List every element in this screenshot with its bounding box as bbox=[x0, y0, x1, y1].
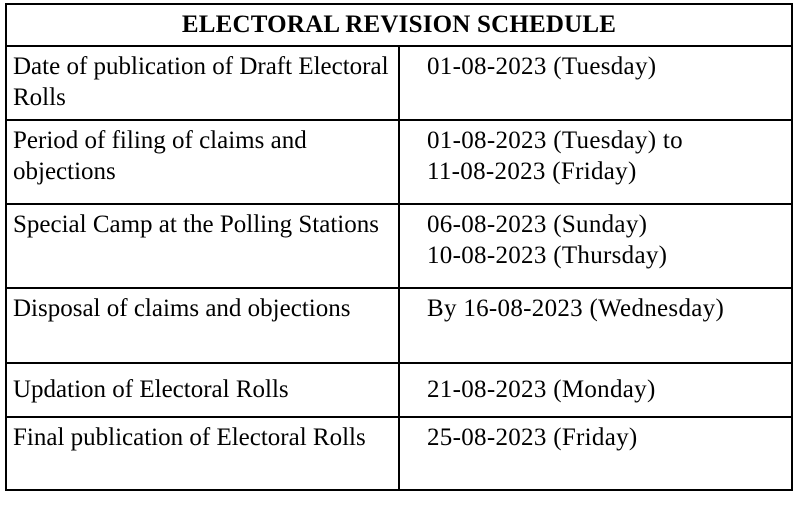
schedule-item-date bbox=[399, 417, 792, 490]
table-title: ELECTORAL REVISION SCHEDULE bbox=[6, 4, 792, 46]
schedule-item-label: Date of publication of Draft Electoral Rolls bbox=[6, 46, 399, 120]
table-row bbox=[6, 46, 792, 120]
schedule-item-date bbox=[399, 46, 792, 120]
table-row bbox=[6, 288, 792, 363]
date-line: 01-08-2023 (Tuesday) to bbox=[427, 127, 683, 154]
date-line: 06-08-2023 (Sunday) bbox=[427, 211, 648, 238]
date-line: By 16-08-2023 (Wednesday) bbox=[427, 295, 725, 322]
table-row bbox=[6, 417, 792, 490]
table-title-row bbox=[6, 4, 792, 46]
schedule-item-date bbox=[399, 204, 792, 288]
schedule-item-label: Disposal of claims and objections bbox=[6, 288, 399, 363]
date-line: 11-08-2023 (Friday) bbox=[427, 158, 637, 185]
electoral-revision-schedule-table bbox=[5, 3, 793, 491]
table-row bbox=[6, 204, 792, 288]
table-row bbox=[6, 120, 792, 204]
date-line: 25-08-2023 (Friday) bbox=[427, 424, 638, 451]
schedule-item-label: Final publication of Electoral Rolls bbox=[6, 417, 399, 490]
date-line: 10-08-2023 (Thursday) bbox=[427, 242, 668, 269]
schedule-item-label: Special Camp at the Polling Stations bbox=[6, 204, 399, 288]
schedule-item-date bbox=[399, 363, 792, 417]
schedule-item-date bbox=[399, 120, 792, 204]
date-line: 21-08-2023 (Monday) bbox=[427, 376, 656, 403]
table-row bbox=[6, 363, 792, 417]
date-line: 01-08-2023 (Tuesday) bbox=[427, 53, 657, 80]
schedule-item-label: Updation of Electoral Rolls bbox=[6, 363, 399, 417]
schedule-item-date bbox=[399, 288, 792, 363]
schedule-item-label: Period of filing of claims and objections bbox=[6, 120, 399, 204]
